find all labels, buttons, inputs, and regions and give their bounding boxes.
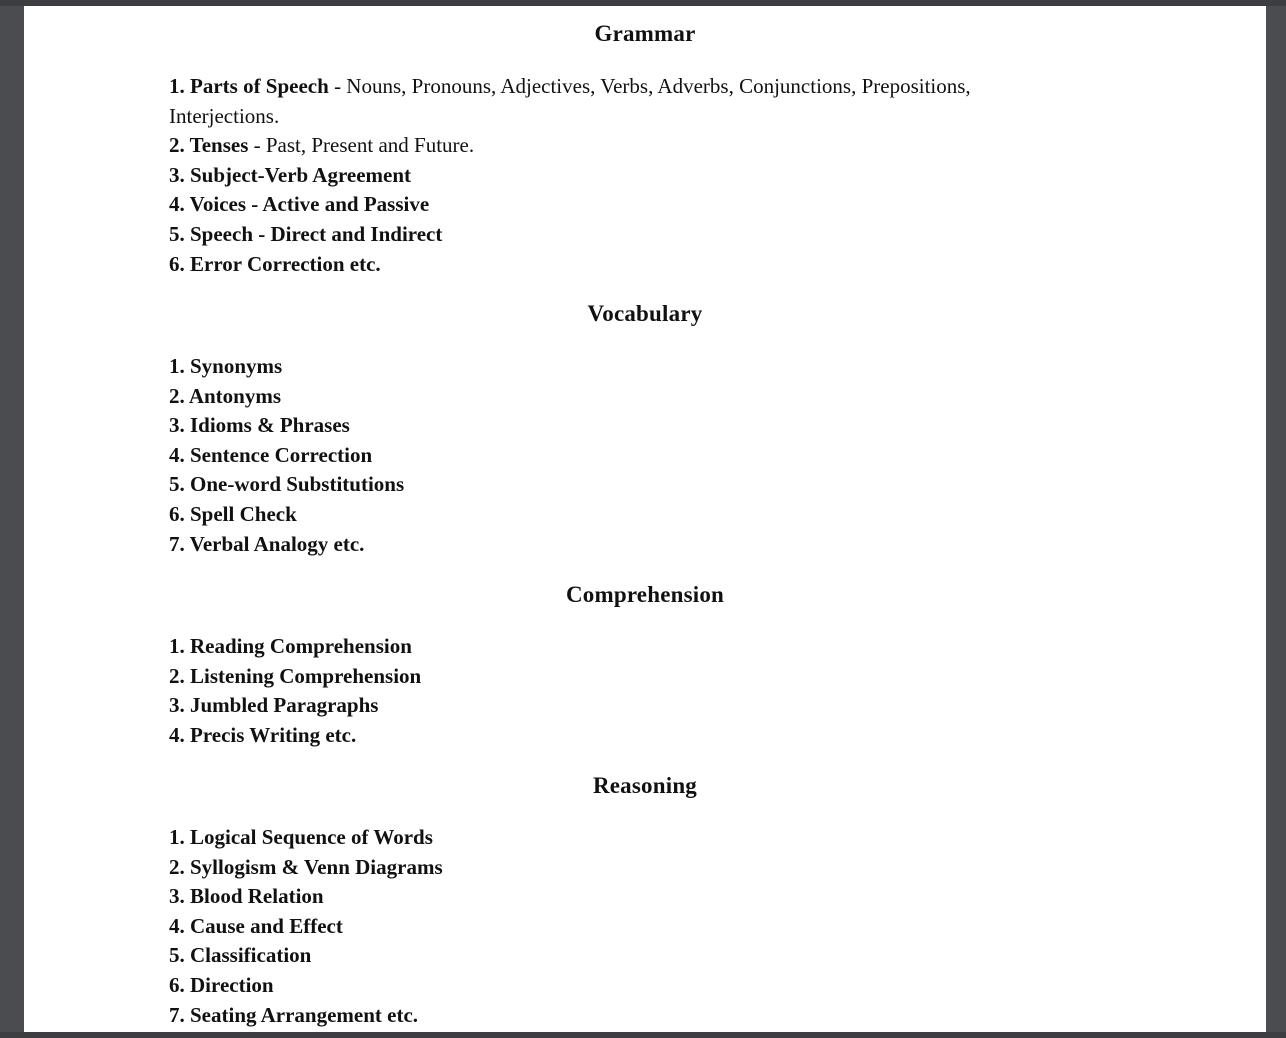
comprehension-list xyxy=(169,632,421,750)
document-page xyxy=(24,6,1266,1032)
list-item xyxy=(169,441,404,471)
list-item xyxy=(169,721,421,751)
list-item xyxy=(169,1001,443,1031)
list-item xyxy=(169,190,971,220)
list-item xyxy=(169,352,404,382)
list-item-label: 1. Synonyms xyxy=(169,354,283,378)
section-heading-reasoning: Reasoning xyxy=(592,773,698,798)
section-heading-grammar: Grammar xyxy=(594,21,696,46)
list-item xyxy=(169,470,404,500)
list-item-label: 6. Spell Check xyxy=(169,501,297,526)
list-item xyxy=(169,853,443,883)
list-item-label: 2. Listening Comprehension xyxy=(169,663,422,688)
list-item xyxy=(169,72,971,131)
list-item xyxy=(169,500,404,530)
list-item xyxy=(169,382,404,412)
section-heading-comprehension: Comprehension xyxy=(565,582,725,607)
list-item xyxy=(169,662,421,692)
list-item-label: 7. Seating Arrangement etc. xyxy=(169,1002,419,1027)
list-item-label: 1. Parts of Speech xyxy=(169,74,329,98)
list-item-label: 3. Subject-Verb Agreement xyxy=(169,162,412,187)
vocabulary-list xyxy=(169,352,404,559)
list-item-label: 1. Reading Comprehension xyxy=(169,634,412,658)
list-item xyxy=(169,823,443,853)
viewer-bottom-edge xyxy=(0,1032,1286,1038)
list-item-label: 7. Verbal Analogy etc. xyxy=(169,531,365,556)
list-item xyxy=(169,691,421,721)
list-item xyxy=(169,161,971,191)
list-item-detail: - Nouns, Pronouns, Adjectives, Verbs, Adverbs, Conjunctions, Prepositions, xyxy=(328,74,971,98)
list-item-detail-continued: Interjections. xyxy=(169,103,280,128)
list-item xyxy=(169,632,421,662)
list-item-label: 6. Direction xyxy=(169,972,274,997)
grammar-list xyxy=(169,72,971,279)
list-item-detail: - Past, Present and Future. xyxy=(248,133,475,158)
list-item xyxy=(169,131,971,161)
list-item-label: 5. Speech - Direct and Indirect xyxy=(169,221,443,246)
list-item-label: 6. Error Correction etc. xyxy=(169,251,381,276)
list-item-label: 3. Blood Relation xyxy=(169,884,324,909)
reasoning-list xyxy=(169,823,443,1030)
list-item-label: 4. Precis Writing etc. xyxy=(169,722,357,747)
list-item xyxy=(169,971,443,1001)
list-item xyxy=(169,941,443,971)
list-item-label: 4. Voices - Active and Passive xyxy=(169,192,430,217)
list-item xyxy=(169,220,971,250)
list-item-label: 2. Tenses xyxy=(169,133,249,158)
list-item-label: 4. Sentence Correction xyxy=(169,442,373,467)
list-item xyxy=(169,882,443,912)
list-item xyxy=(169,250,971,280)
list-item-label: 3. Jumbled Paragraphs xyxy=(169,693,379,718)
list-item-label: 4. Cause and Effect xyxy=(169,913,343,938)
list-item-label: 1. Logical Sequence of Words xyxy=(169,825,433,849)
list-item-label: 3. Idioms & Phrases xyxy=(169,413,350,438)
list-item-label: 2. Antonyms xyxy=(169,383,282,408)
list-item xyxy=(169,530,404,560)
list-item xyxy=(169,411,404,441)
list-item-label: 2. Syllogism & Venn Diagrams xyxy=(169,854,443,879)
section-heading-vocabulary: Vocabulary xyxy=(587,301,703,326)
list-item-label: 5. One-word Substitutions xyxy=(169,472,405,497)
list-item-label: 5. Classification xyxy=(169,943,312,968)
list-item xyxy=(169,912,443,942)
